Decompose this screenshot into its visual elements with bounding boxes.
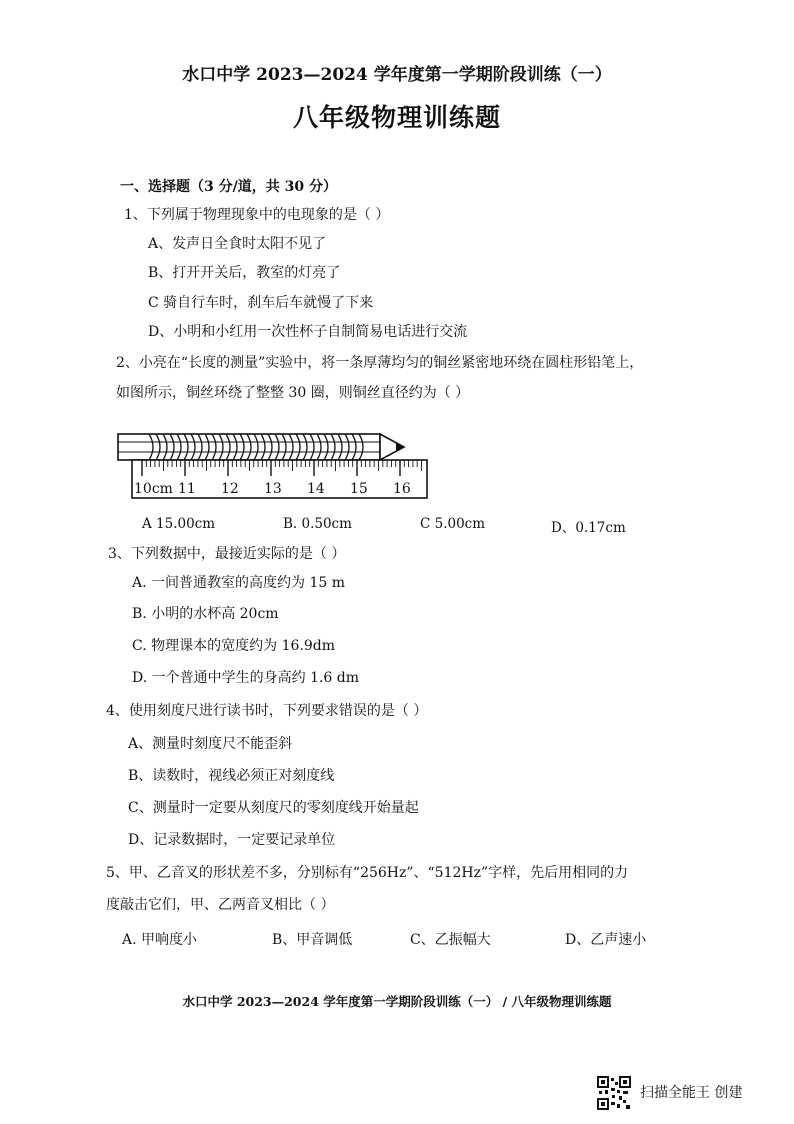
question-5-option-c: C、乙振幅大 (410, 932, 491, 948)
question-2-option-c: C 5.00cm (420, 516, 486, 532)
question-1-option-d: D、小明和小红用一次性杯子自制简易电话进行交流 (148, 324, 468, 340)
pencil-ruler-figure (112, 420, 432, 502)
question-1-option-a: A、发声日全食时太阳不见了 (148, 236, 327, 252)
question-5-stem-line2: 度敲击它们，甲、乙两音叉相比（ ） (106, 897, 335, 913)
ruler-label: 15 (350, 481, 368, 497)
question-3-option-a: A. 一间普通教室的高度约为 15 m (132, 575, 346, 591)
question-3-stem: 3、下列数据中，最接近实际的是（ ） (108, 546, 346, 562)
page-footer: 水口中学 2023—2024 学年度第一学期阶段训练（一） / 八年级物理训练题 (182, 994, 612, 1009)
question-5-option-a: A. 甲响度小 (122, 932, 198, 948)
question-2-option-a: A 15.00cm (142, 516, 216, 532)
ruler-label: 16 (393, 481, 411, 497)
question-4-option-a: A、测量时刻度尺不能歪斜 (128, 736, 293, 752)
question-2-stem-line2: 如图所示，铜丝环绕了整整 30 圈，则铜丝直径约为（ ） (116, 385, 470, 401)
question-5-option-d: D、乙声速小 (565, 932, 647, 948)
question-4-stem: 4、使用刻度尺进行读书时，下列要求错误的是（ ） (106, 703, 428, 719)
scanner-watermark: 扫描全能王 创建 (640, 1085, 743, 1101)
question-3-option-c: C. 物理课本的宽度约为 16.9dm (132, 638, 335, 654)
page-title: 八年级物理训练题 (292, 103, 501, 132)
question-3-option-d: D. 一个普通中学生的身高约 1.6 dm (132, 670, 360, 686)
question-1-option-b: B、打开开关后，教室的灯亮了 (148, 265, 341, 281)
question-4-option-b: B、读数时，视线必须正对刻度线 (128, 768, 335, 784)
ruler-label: 10cm (134, 481, 173, 497)
school-title: 水口中学 2023—2024 学年度第一学期阶段训练（一） (182, 65, 612, 85)
question-3-option-b: B. 小明的水杯高 20cm (132, 606, 279, 622)
question-5-stem-line1: 5、甲、乙音叉的形状差不多，分别标有“256Hz”、“512Hz”字样，先后用相同的力 (106, 865, 629, 881)
ruler-label: 13 (264, 481, 282, 497)
ruler-label: 11 (178, 481, 196, 497)
question-1-option-c: C 骑自行车时，刹车后车就慢了下来 (148, 295, 374, 311)
ruler (132, 460, 427, 498)
question-2-option-d: D、0.17cm (551, 520, 626, 536)
question-5-option-b: B、甲音调低 (272, 932, 353, 948)
ruler-label: 12 (221, 481, 239, 497)
qr-code-icon (597, 1076, 631, 1110)
ruler-label: 14 (307, 481, 325, 497)
question-2-stem-line1: 2、小亮在“长度的测量”实验中，将一条厚薄均匀的铜丝紧密地环绕在圆柱形铅笔上， (116, 355, 644, 371)
question-1-stem: 1、下列属于物理现象中的电现象的是（ ） (124, 207, 390, 223)
section-heading: 一、选择题（3 分/道，共 30 分） (120, 179, 337, 195)
question-4-option-c: C、测量时一定要从刻度尺的零刻度线开始量起 (128, 800, 419, 816)
question-4-option-d: D、记录数据时，一定要记录单位 (128, 832, 336, 848)
question-2-option-b: B. 0.50cm (283, 516, 352, 532)
